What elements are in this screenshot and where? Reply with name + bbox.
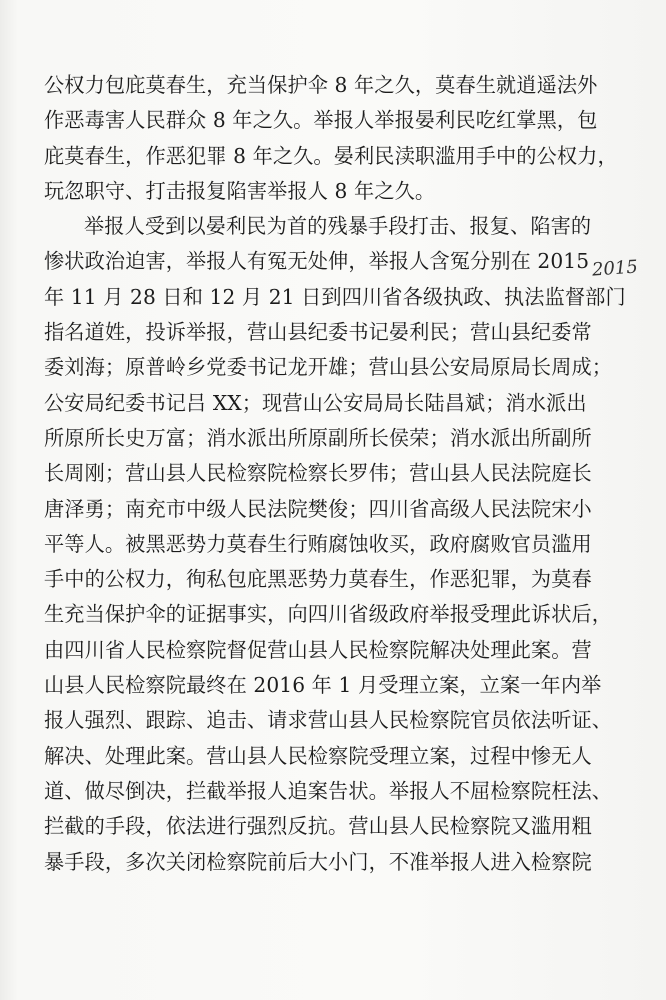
text-line: 解决、处理此案。营山县人民检察院受理立案，过程中惨无人 <box>44 743 592 768</box>
handwritten-annotation: 2015 <box>591 256 639 281</box>
text-line: 报人强烈、跟踪、追击、请求营山县人民检察院官员依法听证、 <box>44 708 613 733</box>
text-line: 指名道姓，投诉举报，营山县纪委书记晏利民；营山县纪委常 <box>44 320 592 345</box>
text-line: 公安局纪委书记吕 XX；现营山公安局局长陆昌斌；消水派出 <box>44 390 587 415</box>
text-line: 平等人。被黑恶势力莫春生行贿腐蚀收买，政府腐败官员滥用 <box>44 531 592 556</box>
text-line: 年 11 月 28 日和 12 月 21 日到四川省各级执政、执法监督部门 <box>44 284 626 309</box>
document-body <box>44 68 624 880</box>
text-line: 道、做尽倒决，拦截举报人追案告状。举报人不屈检察院枉法、 <box>44 778 613 803</box>
text-line: 手中的公权力，徇私包庇黑恶势力莫春生，作恶犯罪，为莫春 <box>44 567 592 592</box>
text-line: 长周刚；营山县人民检察院检察长罗伟；营山县人民法院庭长 <box>44 461 592 486</box>
text-line: 唐泽勇；南充市中级人民法院樊俊；四川省高级人民法院宋小 <box>44 496 592 521</box>
text-line: 惨状政治迫害，举报人有冤无处伸，举报人含冤分别在 2015 <box>44 249 590 274</box>
text-line: 拦截的手段，依法进行强烈反抗。营山县人民检察院又滥用粗 <box>44 814 592 839</box>
text-line: 玩忽职守、打击报复陷害举报人 8 年之久。 <box>44 178 436 203</box>
text-line: 暴手段，多次关闭检察院前后大小门，不准举报人进入检察院 <box>44 849 592 874</box>
text-line: 庇莫春生，作恶犯罪 8 年之久。晏利民渎职滥用手中的公权力， <box>44 143 618 168</box>
text-line: 山县人民检察院最终在 2016 年 1 月受理立案，立案一年内举 <box>44 673 602 698</box>
text-line: 公权力包庇莫春生，充当保护伞 8 年之久，莫春生就逍遥法外 <box>44 73 598 97</box>
text-line: 作恶毒害人民群众 8 年之久。举报人举报晏利民吃红掌黑，包 <box>44 108 598 133</box>
text-line: 委刘海；原普岭乡党委书记龙开雄；营山县公安局原局长周成； <box>44 355 613 380</box>
text-line: 由四川省人民检察院督促营山县人民检察院解决处理此案。营 <box>44 637 592 662</box>
text-line: 举报人受到以晏利民为首的残暴手段打击、报复、陷害的 <box>84 214 592 239</box>
text-line: 所原所长史万富；消水派出所原副所长侯荣；消水派出所副所 <box>44 425 592 450</box>
text-line: 生充当保护伞的证据事实，向四川省级政府举报受理此诉状后， <box>44 602 613 627</box>
